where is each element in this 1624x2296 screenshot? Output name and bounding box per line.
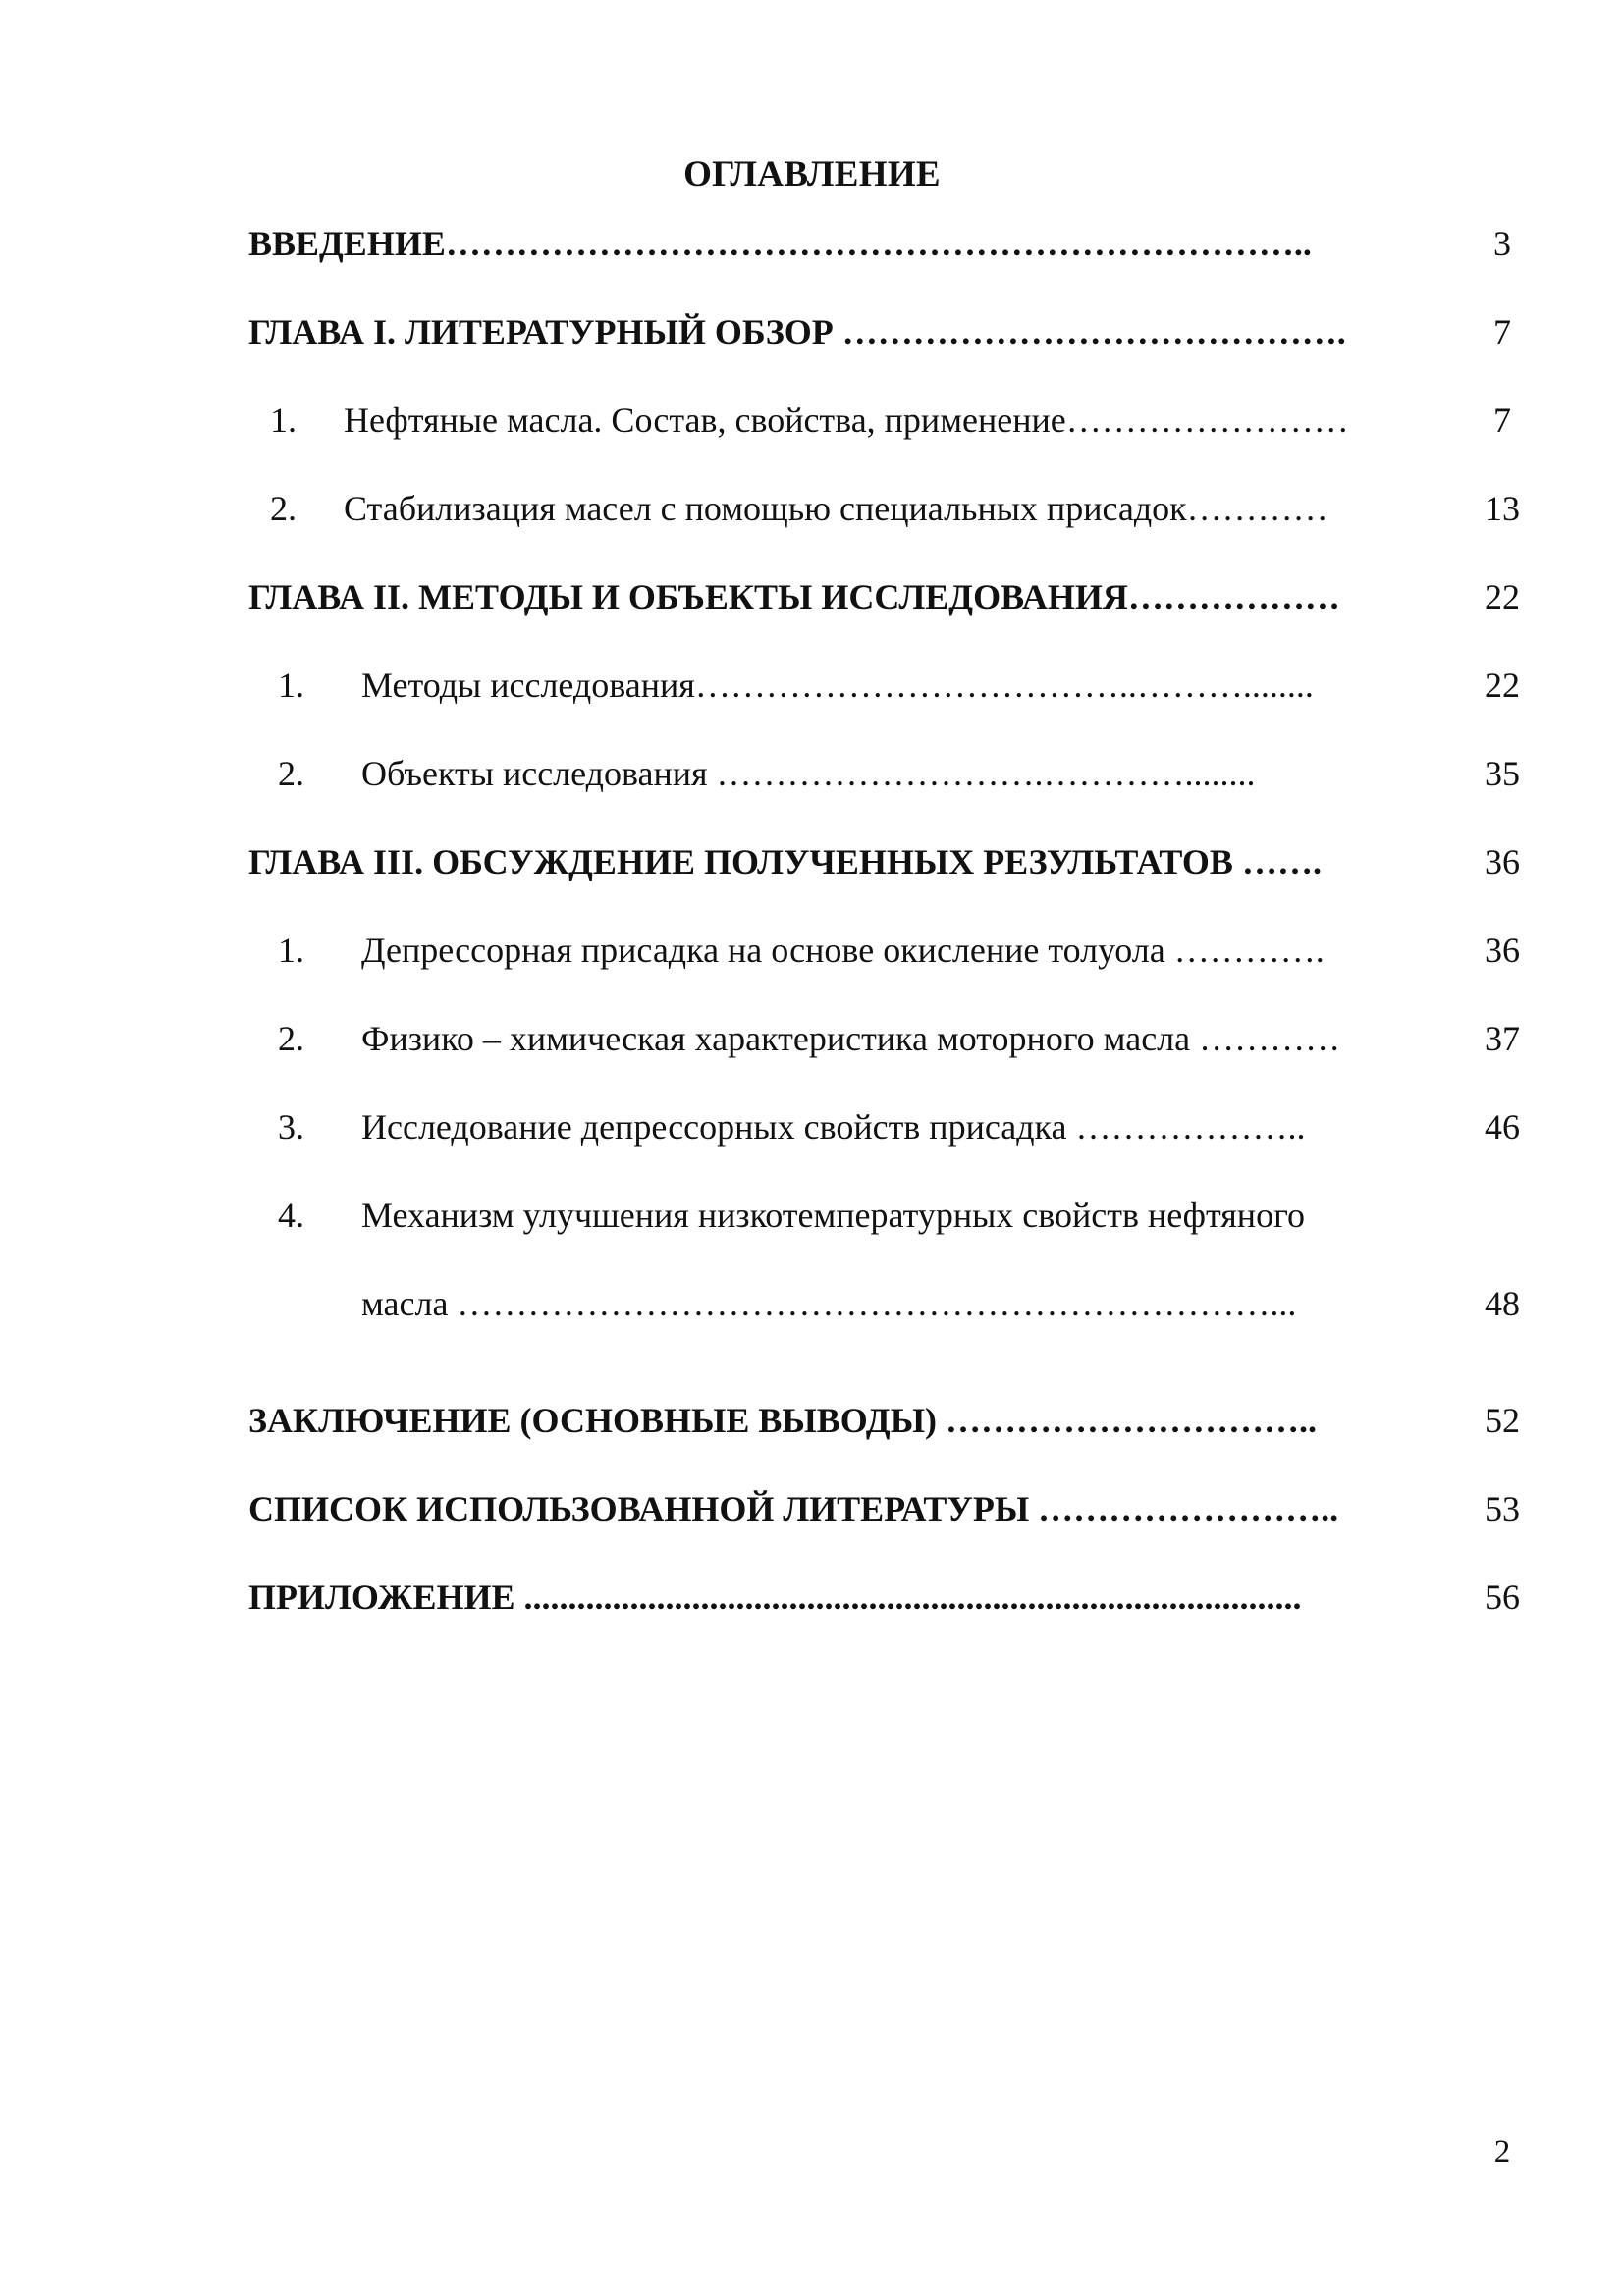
toc-entry-conclusion [0,1396,1624,1445]
toc-entry-text: Физико – химическая характеристика моторного масла ………… [361,1019,1341,1058]
toc-entry-text: Методы исследования………………………………..………........ [361,666,1314,705]
toc-entry-text: Механизм улучшения низкотемпературных свойств нефтяного [361,1196,1305,1235]
toc-entry-page: 35 [1485,754,1520,793]
toc-entry-section-2-1 [0,661,1624,710]
toc-entry-text: ВВЕДЕНИЕ……………………………………………………………….. [248,224,1312,263]
toc-entry-section-3-2 [0,1014,1624,1063]
toc-entry-references [0,1484,1624,1533]
toc-entry-page: 48 [1485,1284,1520,1323]
toc-entry-text: Нефтяные масла. Состав, свойства, применение…………………… [344,400,1349,440]
toc-entry-section-3-4 [0,1191,1624,1240]
toc-entry-page: 3 [1493,224,1511,263]
toc-entry-number: 1. [270,400,297,440]
toc-entry-number: 1. [278,666,304,705]
toc-entry-text: ГЛАВА III. ОБСУЖДЕНИЕ ПОЛУЧЕННЫХ РЕЗУЛЬТАТОВ ……. [248,842,1322,881]
toc-entry-section-3-4-continuation [0,1279,1624,1328]
toc-entry-text: Стабилизация масел с помощью специальных присадок………… [344,489,1328,528]
toc-entry-page: 53 [1485,1489,1520,1528]
toc-entry-text: СПИСОК ИСПОЛЬЗОВАННОЙ ЛИТЕРАТУРЫ …………………….. [248,1489,1339,1528]
toc-entry-text: ПРИЛОЖЕНИЕ ........................................................................................ [248,1577,1302,1617]
toc-entry-text: Депрессорная присадка на основе окисление толуола …………. [361,931,1325,970]
toc-entry-text: ЗАКЛЮЧЕНИЕ (ОСНОВНЫЕ ВЫВОДЫ) ………………………….. [248,1401,1318,1440]
toc-entry-number: 2. [278,1019,304,1058]
page-number: 2 [1493,2134,1511,2169]
toc-entry-number: 2. [270,489,297,528]
toc-entry-number: 1. [278,931,304,970]
page-title: ОГЛАВЛЕНИЕ [683,154,941,194]
toc-entry-page: 22 [1485,666,1520,705]
toc-entry-appendix [0,1573,1624,1622]
toc-entry-page: 36 [1485,842,1520,881]
toc-entry-page: 52 [1485,1401,1520,1440]
toc-entry-section-2-2 [0,749,1624,798]
toc-entry-chapter-3 [0,837,1624,886]
toc-entry-chapter-2 [0,572,1624,621]
toc-entry-page: 56 [1485,1577,1520,1617]
toc-entry-page: 46 [1485,1107,1520,1147]
toc-entry-section-3-3 [0,1102,1624,1151]
toc-entry-chapter-1 [0,307,1624,356]
toc-entry-page: 22 [1485,577,1520,616]
toc-entry-number: 2. [278,754,304,793]
toc-entry-text: Исследование депрессорных свойств присадка ……………….. [361,1107,1306,1147]
toc-entry-page: 7 [1493,400,1511,440]
toc-entry-section-3-1 [0,926,1624,975]
toc-entry-section-1-1 [0,396,1624,445]
toc-entry-page: 13 [1485,489,1520,528]
toc-entry-text: Объекты исследования ……………………….…………........ [361,754,1256,793]
toc-entry-text: ГЛАВА II. МЕТОДЫ И ОБЪЕКТЫ ИССЛЕДОВАНИЯ……………… [248,577,1340,616]
toc-entry-page: 7 [1493,312,1511,351]
toc-entry-number: 3. [278,1107,304,1147]
toc-entry-page: 37 [1485,1019,1520,1058]
toc-entry-introduction [0,219,1624,268]
toc-entry-section-1-2 [0,484,1624,533]
toc-entry-number: 4. [278,1196,304,1235]
toc-entry-page: 36 [1485,931,1520,970]
toc-entry-text: масла ……………………………………………………………... [361,1284,1297,1323]
toc-entry-text: ГЛАВА I. ЛИТЕРАТУРНЫЙ ОБЗОР ……………………………………. [248,312,1346,351]
